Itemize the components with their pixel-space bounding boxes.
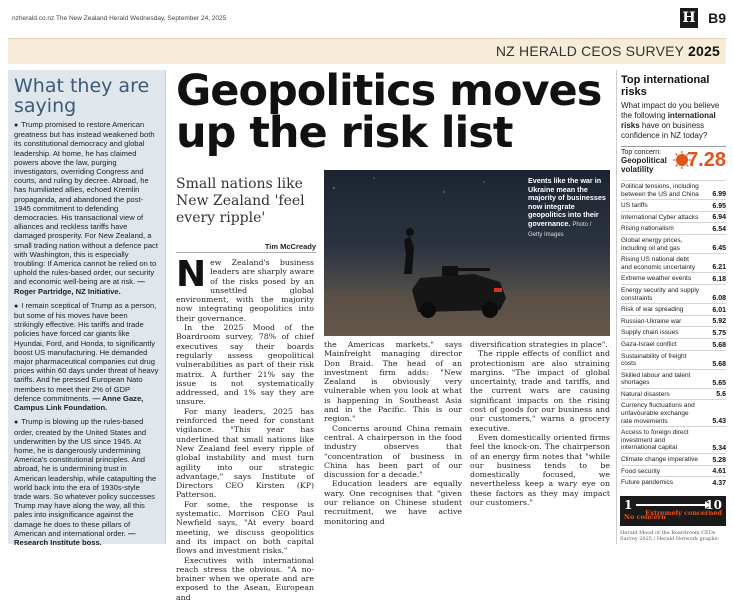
byline-rule [176,252,316,253]
risk-name: Risk of war spreading [621,306,684,314]
risk-name: Global energy prices, including oil and gas [621,236,683,252]
paragraph: Executives with international reach stress the obvious. "A no-brainer when we operate and are exposed to the Asean, European and [176,555,314,602]
paragraph: Education leaders are equally wary. One recognises that "given our reliance on Chinese student recruitment, we have active monitoring and [324,479,462,526]
risk-row [621,326,726,338]
risk-name: Political tensions, including between the US and China [621,183,699,198]
risk-score: 6.99 [712,191,726,199]
international-risks-panel [616,70,726,544]
paragraph: Concerns around China remain central. A chairperson in the food industry observes that "concentration of business in China has been part of our discussion for a decade." [324,423,462,480]
risk-list [621,180,726,488]
paragraph: In the 2025 Mood of the Boardroom survey, 78% of chief executives say their boards regularly assess geopolitical vulnerabilities as part of their risk matrix. A further 21% say the issue is not systematically addressed, and 1% say they are unsure. [176,323,314,407]
risk-name: Climate change imperative [621,456,698,464]
scale-min: 1 [624,498,633,512]
scale-high-label: Extremely concerned [645,509,722,517]
risk-score: 6.45 [712,245,726,253]
paragraph: Even domestically oriented firms feel the knock-on. The chairperson of an energy firm notes that "while our business tends to be domestically focused, we nevertheless keep a wary eye on these factors as they may impact our customers." [470,432,610,508]
risk-row [621,453,726,465]
risk-row [621,476,726,488]
risk-name: Gaza-Israel conflict [621,340,677,348]
top-concern [621,146,726,176]
risk-row [621,350,726,369]
risk-name: Sustainability of freight costs [621,352,687,368]
risk-score: 5.68 [712,341,726,349]
quote-attribution: — Anne Gaze, Campus Link Foundation. [14,393,144,413]
bullet-icon: ● [14,419,19,427]
risk-row [621,369,726,388]
risk-row [621,399,726,426]
masthead [8,8,726,30]
risk-score: 6.08 [712,295,726,303]
risk-name: Skilled labour and talent shortages [621,371,691,387]
risk-row [621,426,726,453]
risk-name: Supply chain issues [621,329,679,337]
risk-score: 4.61 [712,468,726,476]
risk-name: International Cyber attacks [621,213,699,221]
risk-row [621,303,726,315]
article-column-3 [470,340,610,544]
concern-scale [620,496,726,526]
risk-name: Rising US national debt and economic uncertainty [621,256,696,271]
risk-name: Rising nationalism [621,225,674,233]
quote: ● I remain sceptical of Trump as a person, but some of his moves have been strikingly effective. His tariffs and trade policies have forced car giants like Hyundai, Ford, and Honda, to significantly boost US manufacturing. He demanded major pharmaceutical companies cut drug prices within 60 days under threat of heavy tariffs. And he pressed European Nato members to meet their 2% of GDP defence commitments. — Anne Gaze, Campus Link Foundation. [14,300,159,413]
risk-name: Russian-Ukraine war [621,317,682,325]
risk-row [621,199,726,211]
scale-max: 10 [705,498,722,512]
source-note: Herald Mood of the Boardroom CEOs Survey 2025 / Herald Network graphic [620,530,719,542]
paragraph: the Americas markets," says Mainfreight managing director Don Braid. The head of an investment firm adds: "New Zealand is obviously very vulnerable when you look at what is happening in Southeast Asia and in the Pacific. This is our region." [324,340,462,424]
quote: ● Trump is blowing up the rules-based order, created by the United States and underwritten by the US since 1945. At home, he is dangerously undermining America's constitutional principles. And abroad, he is undermining trust in American leadership, while catapulting the world back into the era of 1930s-style trade wars. So whatever policy successes Trump may have along the way, all this pales into insignificance against the damage he does to these pillars of American and international order. — Research Institute boss. [14,417,157,547]
risk-score: 5.65 [712,379,726,387]
survey-banner [8,38,726,64]
photo-credit: Photo / Getty Images [528,221,592,238]
risk-row [621,180,726,199]
risk-row [621,315,726,327]
risk-name: Access to foreign direct investment and international capital [621,429,689,452]
subheadline: Small nations like New Zealand 'feel every ripple' [176,176,305,226]
risk-score: 6.21 [712,264,726,272]
risk-score: 6.01 [712,306,726,314]
risk-score: 6.95 [712,202,726,210]
risk-name: Food security [621,467,661,475]
risk-score: 6.94 [712,214,726,222]
masthead-meta: nzherald.co.nz The New Zealand Herald Wednesday, September 24, 2025 [12,15,227,22]
risk-row [621,284,726,303]
risk-row [621,388,726,400]
risk-name: Currency fluctuations and unfavourable exchange rate movements [621,402,695,425]
risk-row [621,222,726,234]
quote-attribution: — Research Institute boss. [14,528,136,547]
risk-row [621,272,726,284]
byline: Tim McCready [264,242,316,251]
risk-name: Extreme weather events [621,275,692,283]
risk-row [621,253,726,272]
bullet-icon: ● [14,302,19,310]
drop-cap: N [176,254,207,295]
risk-score: 4.37 [712,479,726,487]
photo-caption: Events like the war in Ukraine mean the majority of businesses now integrate geopolitics into their governance. Photo / Getty Images [528,176,606,238]
top-concern-label: Top concern: Geopolitical volatility [621,149,667,174]
paragraph: For many leaders, 2025 has reinforced the need for constant vigilance. "This year has underlined that small nations like New Zealand feel every ripple of global instability and must turn agility into our strategic advantage," says Institute of Directors CEO Kirsten (KP) Patterson. [176,406,314,500]
risk-score: 5.28 [712,456,726,464]
bullet-icon: ● [14,122,19,129]
risk-score: 5.6 [716,391,726,399]
scale-arrow-icon [636,504,706,506]
quote-attribution: — Roger Partridge, NZ Initiative. [14,277,145,296]
risk-score: 5.75 [712,329,726,337]
risk-row [621,338,726,350]
article-column-1 [176,254,314,602]
headline: Geopolitics moves up the risk list [176,66,602,158]
risk-score: 5.34 [712,445,726,453]
herald-logo-icon: H [680,8,698,28]
survey-label: NZ HERALD CEOS SURVEY 2025 [495,43,720,59]
article-column-2 [324,340,462,544]
risk-score: 5.68 [712,360,726,368]
paragraph: For some, the response is systematic. Morrison CEO Paul Newfield says, "At every board meeting, we discuss geopolitics and its impact on both capital flows and investment risks." [176,499,314,556]
sidebar-title: What they are saying [14,75,150,117]
scale-low-label: No concern [624,513,666,521]
risk-row [621,234,726,253]
risk-score: 6.54 [712,225,726,233]
risk-score: 5.43 [712,418,726,426]
paragraph: diversification strategies in place". [470,340,608,349]
risk-score: 6.18 [712,275,726,283]
risk-name: US tariffs [621,202,648,210]
risk-score: 5.92 [712,318,726,326]
risk-row [621,211,726,223]
page-number: B9 [708,10,726,26]
panel-title: Top international risks [621,74,710,98]
risk-name: Energy security and supply constraints [621,286,700,302]
paragraph: The ripple effects of conflict and protectionism are also straining margins. "The impact of global uncertainty, trade and tariffs, and the current wars are causing significant impacts on the rising cost of goods for our business and our customers," warns a grocery executive. [470,349,610,433]
risk-row [621,465,726,477]
quote: ● Trump promised to restore American greatness but has instead weakened both its constitutional democracy and global leadership. At home, he has claimed powers above the law, purging investigators, overriding Congress and courts, and ruling by decree. Abroad, he has humiliated allies, echoed Kremlin propaganda, and abandoned the post-1945 commitment to defending democracies. His transactional view of alliances and reckless tariffs have damaged prosperity. For New Zealand, a small trading nation without a defence pact with Washington, this is especially troubling: If America cannot be relied on to uphold the rules-based order, our security and economic well-being are at risk. — Roger Partridge, NZ Initiative. [14,120,158,296]
risk-name: Future pandemics [621,479,674,487]
top-concern-score: 7.28 [687,149,726,171]
panel-question: What impact do you believe the following international risks have on business confidence in NZ today? [621,101,720,140]
paragraph: New Zealand's business leaders are sharply aware of the risks posed by an unsettled global environment, with the majority now integrating geopolitics into their governance. [176,254,314,323]
what-they-are-saying-sidebar [8,70,166,547]
risk-name: Natural disasters [621,390,670,398]
